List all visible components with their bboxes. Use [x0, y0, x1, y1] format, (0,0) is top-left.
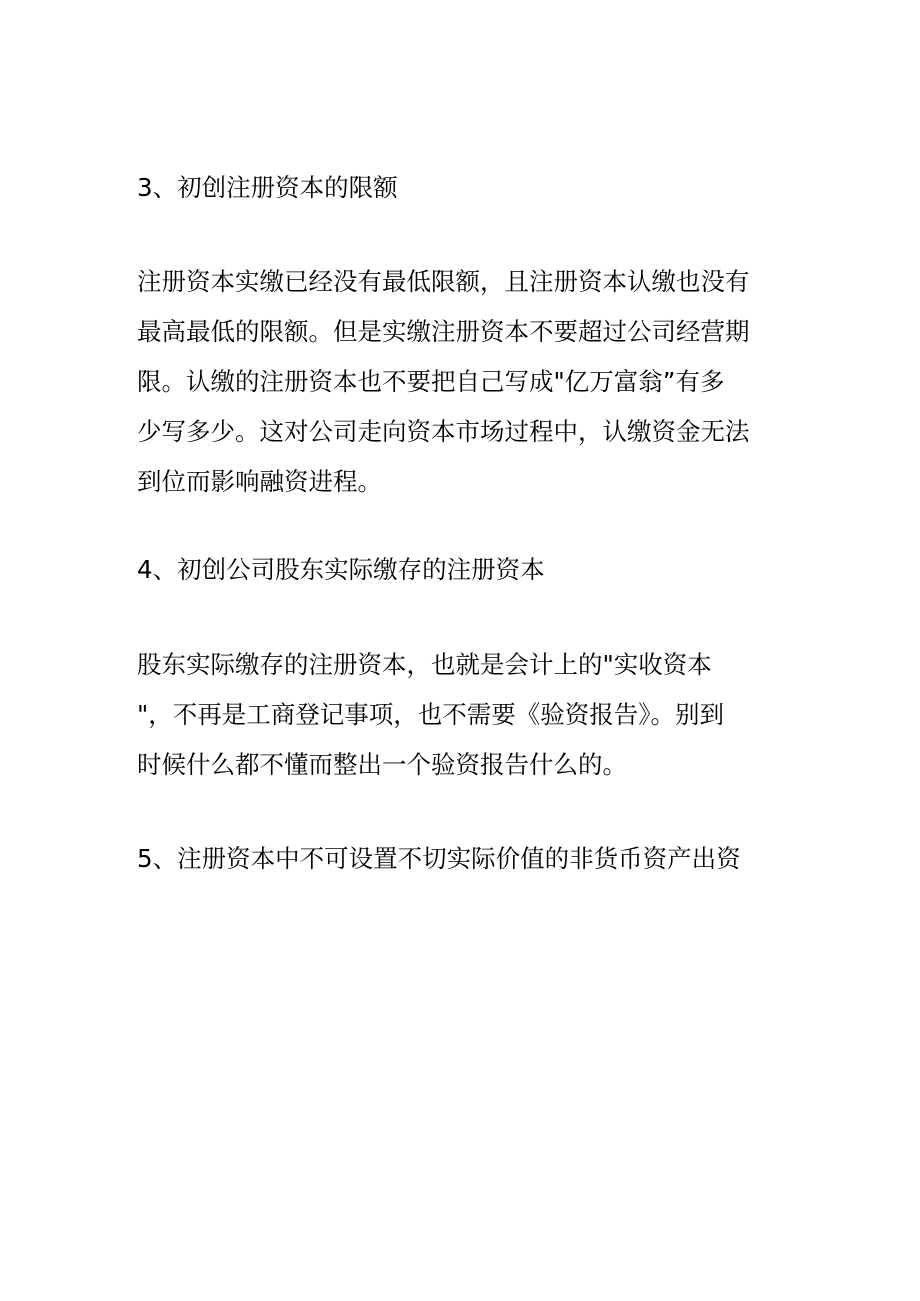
paragraph-line: 股东实际缴存的注册资本，也就是会计上的"实收资本	[137, 650, 712, 679]
section-heading-4: 4、初创公司股东实际缴存的注册资本	[137, 555, 545, 584]
paragraph-line: 注册资本实缴已经没有最低限额，且注册资本认缴也没有	[137, 267, 750, 296]
section-heading-5: 5、注册资本中不可设置不切实际价值的非货币资产出资	[137, 844, 741, 873]
paragraph-line: 少写多少。这对公司走向资本市场过程中，认缴资金无法	[137, 417, 750, 446]
section-paragraph-3	[137, 257, 787, 507]
paragraph-line: 时候什么都不懂而整出一个验资报告什么的。	[137, 750, 627, 779]
section-heading-3: 3、初创注册资本的限额	[137, 173, 398, 202]
paragraph-line: 最高最低的限额。但是实缴注册资本不要超过公司经营期	[137, 317, 750, 346]
paragraph-line: "，不再是工商登记事项，也不需要《验资报告》。别到	[137, 700, 725, 729]
paragraph-line: 到位而影响融资进程。	[137, 467, 382, 496]
paragraph-line: 限。认缴的注册资本也不要把自己写成"亿万富翁”有多	[137, 367, 725, 396]
section-paragraph-4	[137, 640, 787, 790]
